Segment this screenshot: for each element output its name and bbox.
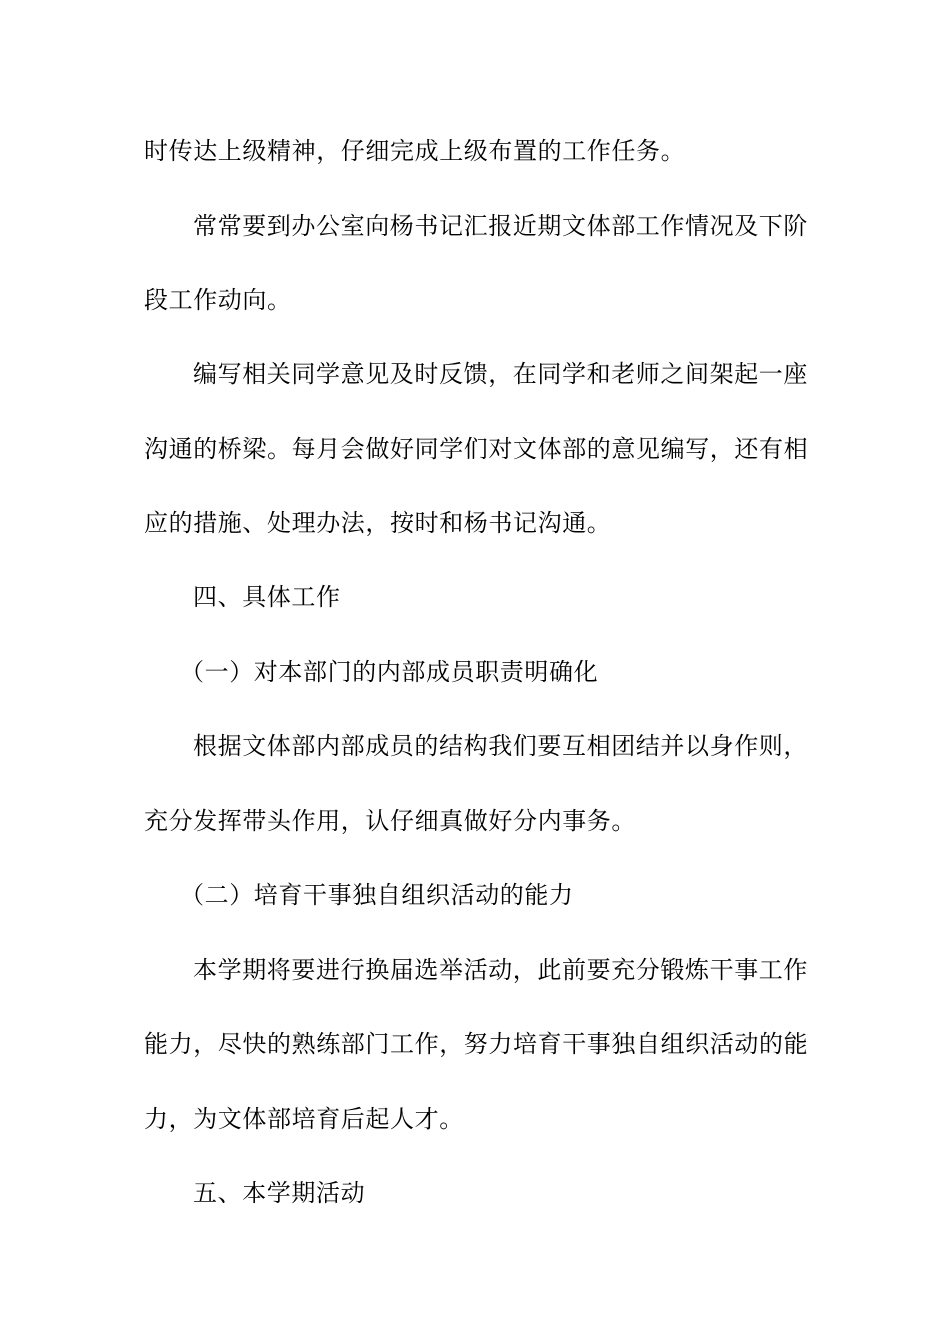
paragraph-line: 充分发挥带头作用，认仔细真做好分内事务。	[144, 807, 636, 835]
paragraph-line: 能力，尽快的熟练部门工作，努力培育干事独自组织活动的能	[144, 1030, 809, 1058]
paragraph-line: 应的措施、处理办法，按时和杨书记沟通。	[144, 509, 612, 537]
paragraph-line: 常常要到办公室向杨书记汇报近期文体部工作情况及下阶	[193, 212, 808, 240]
section-heading: 五、本学期活动	[193, 1179, 366, 1207]
paragraph-line: 时传达上级精神，仔细完成上级布置的工作任务。	[144, 137, 686, 165]
subsection-heading: （二）培育干事独自组织活动的能力	[180, 881, 574, 909]
paragraph-line: 根据文体部内部成员的结构我们要互相团结并以身作则，	[193, 732, 808, 760]
paragraph-line: 力，为文体部培育后起人才。	[144, 1105, 464, 1133]
subsection-heading: （一）对本部门的内部成员职责明确化	[180, 658, 599, 686]
paragraph-line: 编写相关同学意见及时反馈，在同学和老师之间架起一座	[193, 360, 808, 388]
section-heading: 四、具体工作	[193, 583, 341, 611]
paragraph-line: 本学期将要进行换届选举活动，此前要充分锻炼干事工作	[193, 956, 808, 984]
paragraph-line: 沟通的桥梁。每月会做好同学们对文体部的意见编写，还有相	[144, 435, 809, 463]
paragraph-line: 段工作动向。	[144, 286, 292, 314]
